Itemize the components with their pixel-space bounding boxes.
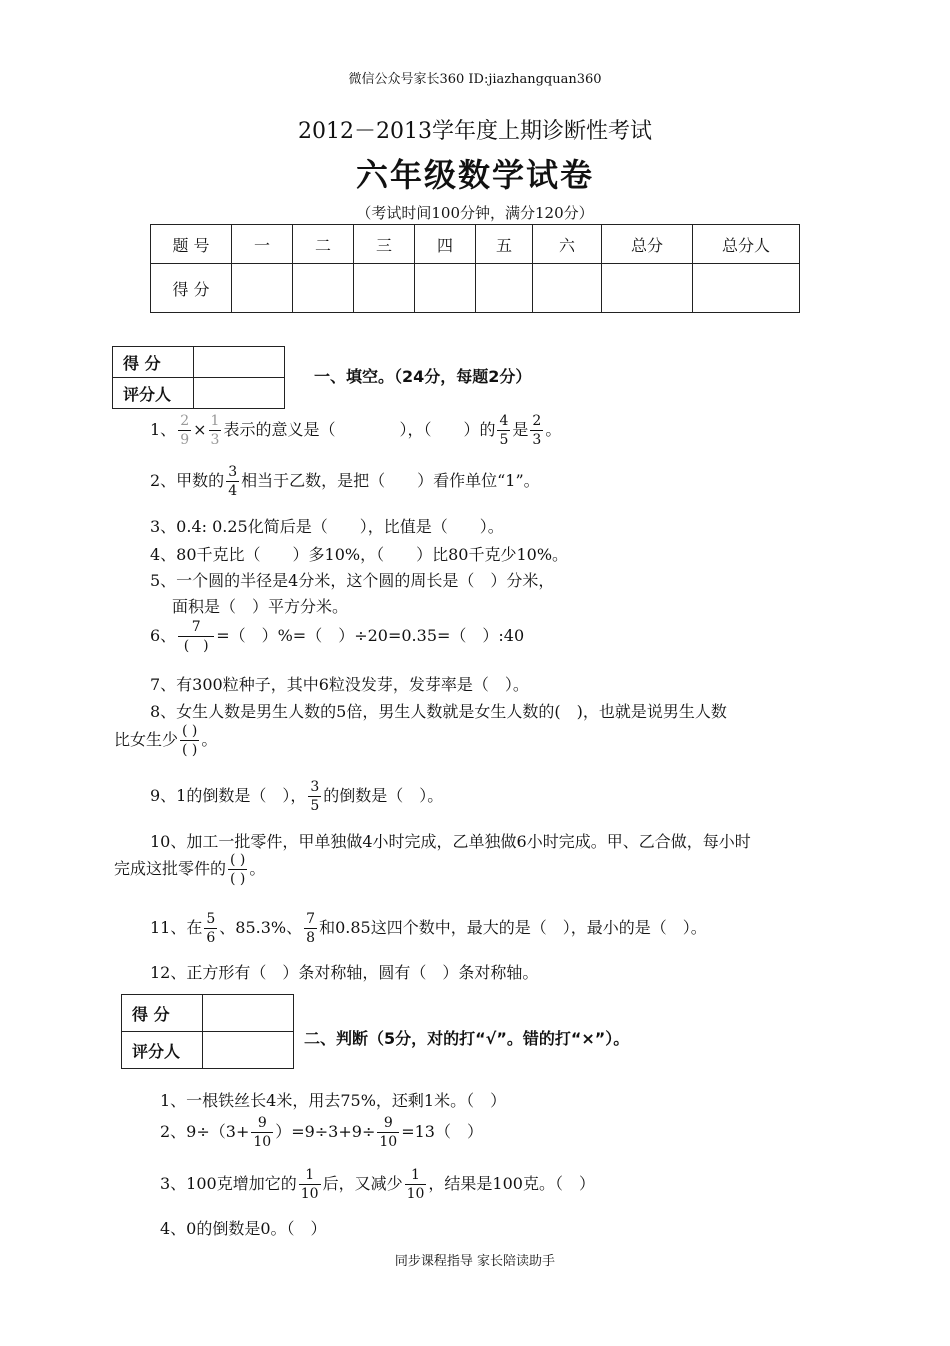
question-8a: 8、女生人数是男生人数的5倍，男生人数就是女生人数的( )，也就是说男生人数 — [150, 702, 727, 721]
score-table-header: 总分人 — [693, 225, 800, 264]
grader-name-cell[interactable] — [203, 1032, 294, 1069]
score-table-header-row — [151, 225, 800, 264]
question-1: 1、 $\frac{2}{9}$ × $\frac{1}{3}$ 表示的意义是（ ），（ ）的 $\frac{4}{5}$ 是 $\frac{2}{3}$ 。 — [150, 413, 562, 448]
question-7: 7、有300粒种子，其中6粒没发芽，发芽率是（ ）。 — [150, 675, 529, 694]
score-cell[interactable] — [415, 264, 476, 313]
section1-title: 一、填空。（24分，每题2分） — [314, 367, 532, 386]
score-table-header: 题 号 — [151, 225, 232, 264]
page-footer: 同步课程指导 家长陪读助手 — [394, 1254, 556, 1269]
question-6: 6、 7 ( ) =（ ）%=（ ）÷20=0.35=（ ）:40 — [150, 619, 525, 654]
judge-question-4: 4、0的倒数是0。（ ） — [160, 1219, 327, 1238]
judge-question-1: 1、一根铁丝长4米，用去75%，还剩1米。（ ） — [160, 1091, 507, 1110]
question-8b: 比女生少 ( ) ( ) 。 — [114, 723, 218, 758]
grader-name-label: 评分人 — [122, 1032, 203, 1069]
exam-title: 六年级数学试卷 — [355, 156, 594, 194]
section2-grader-box — [121, 994, 294, 1069]
grader-score-cell[interactable] — [203, 995, 294, 1032]
question-11: 11、在 $\frac{5}{6}$ 、85.3%、 $\frac{7}{8}$ 和0.85这四个数中，最大的是（ ），最小的是（ ）。 — [150, 911, 707, 946]
question-9: 9、1的倒数是（ ）， $\frac{3}{5}$ 的倒数是（ ）。 — [150, 779, 444, 814]
grader-score-label: 得 分 — [122, 995, 203, 1032]
section2-title: 二、判断（5分，对的打“√”。错的打“×”）。 — [304, 1029, 630, 1048]
score-row-label: 得 分 — [151, 264, 232, 313]
score-cell[interactable] — [354, 264, 415, 313]
question-2: 2、甲数的 $\frac{3}{4}$ 相当于乙数，是把（ ）看作单位“1”。 — [150, 464, 540, 499]
score-cell[interactable] — [602, 264, 693, 313]
score-table-header: 一 — [232, 225, 293, 264]
score-cell[interactable] — [693, 264, 800, 313]
score-table-header: 二 — [293, 225, 354, 264]
score-table-header: 总分 — [602, 225, 693, 264]
grader-name-cell[interactable] — [194, 378, 285, 409]
score-table-score-row — [151, 264, 800, 313]
question-3: 3、0.4: 0.25化简后是（ ），比值是（ ）。 — [150, 517, 504, 536]
grader-name-label: 评分人 — [113, 378, 194, 409]
grader-score-label: 得 分 — [113, 347, 194, 378]
question-10a: 10、加工一批零件，甲单独做4小时完成，乙单独做6小时完成。甲、乙合做，每小时 — [150, 832, 751, 851]
section1-grader-box — [112, 346, 285, 409]
question-5a: 5、一个圆的半径是4分米，这个圆的周长是（ ）分米， — [150, 571, 555, 590]
score-cell[interactable] — [293, 264, 354, 313]
question-12: 12、正方形有（ ）条对称轴，圆有（ ）条对称轴。 — [150, 963, 539, 982]
score-cell[interactable] — [476, 264, 533, 313]
score-table-header: 六 — [533, 225, 602, 264]
score-cell[interactable] — [232, 264, 293, 313]
score-cell[interactable] — [533, 264, 602, 313]
exam-subtitle: 2012－2013学年度上期诊断性考试 — [298, 119, 652, 144]
judge-question-2: 2、9÷（3+ $\frac{9}{10}$ ）=9÷3+9÷ $\frac{9}{10}$ =13（ ） — [160, 1115, 483, 1150]
score-table-header: 三 — [354, 225, 415, 264]
exam-note: （考试时间100分钟，满分120分） — [356, 204, 594, 222]
score-table-header: 五 — [476, 225, 533, 264]
grader-score-cell[interactable] — [194, 347, 285, 378]
score-table — [150, 224, 800, 313]
question-10b: 完成这批零件的 ( ) ( ) 。 — [114, 852, 266, 887]
score-table-header: 四 — [415, 225, 476, 264]
question-5b: 面积是（ ）平方分米。 — [172, 597, 349, 616]
page-header: 微信公众号家长360 ID:jiazhangquan360 — [348, 72, 602, 87]
question-4: 4、80千克比（ ）多10%，（ ）比80千克少10%。 — [150, 545, 569, 564]
judge-question-3: 3、100克增加它的 $\frac{1}{10}$ 后，又减少 $\frac{1}{10}$ ，结果是100克。（ ） — [160, 1167, 595, 1202]
